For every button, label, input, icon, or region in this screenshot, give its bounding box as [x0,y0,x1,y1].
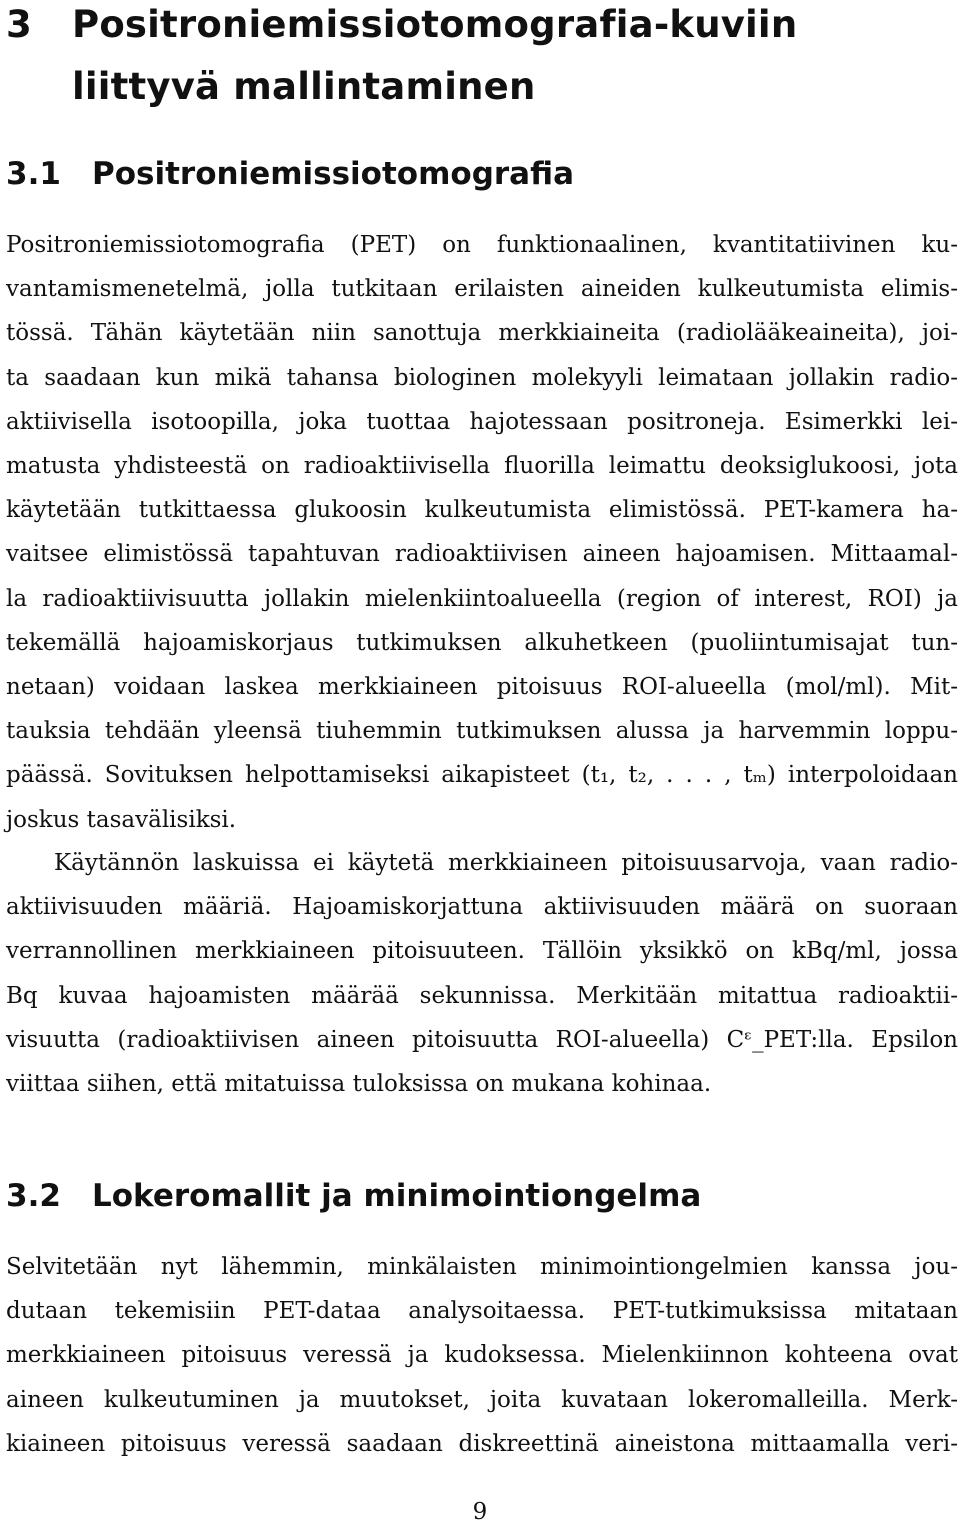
text-line: verrannollinen merkkiaineen pitoisuuteen. Tällöin yksikkö on kBq/ml, jossa [6,938,958,965]
text-line: viittaa siihen, että mitatuissa tuloksissa on mukana kohinaa. [6,1071,712,1098]
section-title: Lokeromallit ja minimointiongelma [92,1178,702,1214]
paragraph-radioactivity [6,841,958,1106]
text-line: matusta yhdisteestä on radioaktiivisella fluorilla leimattu deoksiglukoosi, jota [6,453,958,480]
section-title: Positroniemissiotomografia [92,156,574,192]
section-number: 3.1 [6,156,61,192]
section-number: 3.2 [6,1178,61,1214]
text-line: Selvitetään nyt lähemmin, minkälaisten minimointiongelmien kanssa jou- [6,1254,958,1280]
text-line: visuutta (radioaktiivisen aineen pitoisuutta ROI-alueella) Cᵋ_PET:lla. Epsilon [6,1026,958,1053]
text-line: käytetään tutkittaessa glukoosin kulkeutumista elimistössä. PET-kamera ha- [6,497,958,524]
text-line: merkkiaineen pitoisuus veressä ja kudoksessa. Mielenkiinnon kohteena ovat [6,1342,958,1369]
text-line: vantamismenetelmä, jolla tutkitaan erilaisten aineiden kulkeutumista elimis- [6,276,958,303]
text-line: Bq kuvaa hajoamisten määrää sekunnissa. Merkitään mitattua radioaktii- [6,982,958,1009]
text-line: tekemällä hajoamiskorjaus tutkimuksen alkuhetkeen (puoliintumisajat tun- [6,629,958,656]
section-heading-3-1 [6,154,574,194]
section-heading-3-2 [6,1176,701,1216]
text-line: vaitsee elimistössä tapahtuvan radioaktiivisen aineen hajoamisen. Mittaamal- [6,541,958,568]
text-line: päässä. Sovituksen helpottamiseksi aikapisteet (t₁, t₂, . . . , tₘ) interpoloidaan [6,762,958,789]
text-line: kiaineen pitoisuus veressä saadaan diskreettinä aineistona mittaamalla veri- [6,1430,958,1457]
text-line: aineen kulkeutuminen ja muutokset, joita kuvataan lokeromalleilla. Merk- [6,1386,958,1413]
text-line: Positroniemissiotomografia (PET) on funktionaalinen, kvantitatiivinen ku- [6,232,958,258]
text-line: ta saadaan kun mikä tahansa biologinen molekyyli leimataan jollakin radio- [6,364,958,391]
chapter-number: 3 [6,3,32,46]
text-line: tauksia tehdään yleensä tiuhemmin tutkimuksen alussa ja harvemmin loppu- [6,718,958,745]
text-line: aktiivisella isotoopilla, joka tuottaa hajotessaan positroneja. Esimerkki lei- [6,408,958,435]
text-line: aktiivisuuden määriä. Hajoamiskorjattuna aktiivisuuden määrä on suoraan [6,894,958,921]
page-number: 9 [472,1499,488,1525]
text-line: joskus tasavälisiksi. [6,806,237,833]
text-line: dutaan tekemisiin PET-dataa analysoitaessa. PET-tutkimuksissa mitataan [6,1298,958,1325]
text-line: tössä. Tähän käytetään niin sanottuja merkkiaineita (radiolääkeaineita), joi- [6,320,958,347]
chapter-title-line-2: liittyvä mallintaminen [72,65,536,108]
paragraph-compartment-models [6,1245,958,1466]
text-line: Käytännön laskuissa ei käytetä merkkiaineen pitoisuusarvoja, vaan radio- [54,850,958,876]
text-line: la radioaktiivisuutta jollakin mielenkiintoalueella (region of interest, ROI) ja [6,585,958,612]
chapter-title-line-1: Positroniemissiotomografia-kuviin [72,3,798,46]
paragraph-pet-intro [6,223,958,842]
chapter-heading [6,0,906,118]
text-line: netaan) voidaan laskea merkkiaineen pitoisuus ROI-alueella (mol/ml). Mit- [6,674,958,701]
